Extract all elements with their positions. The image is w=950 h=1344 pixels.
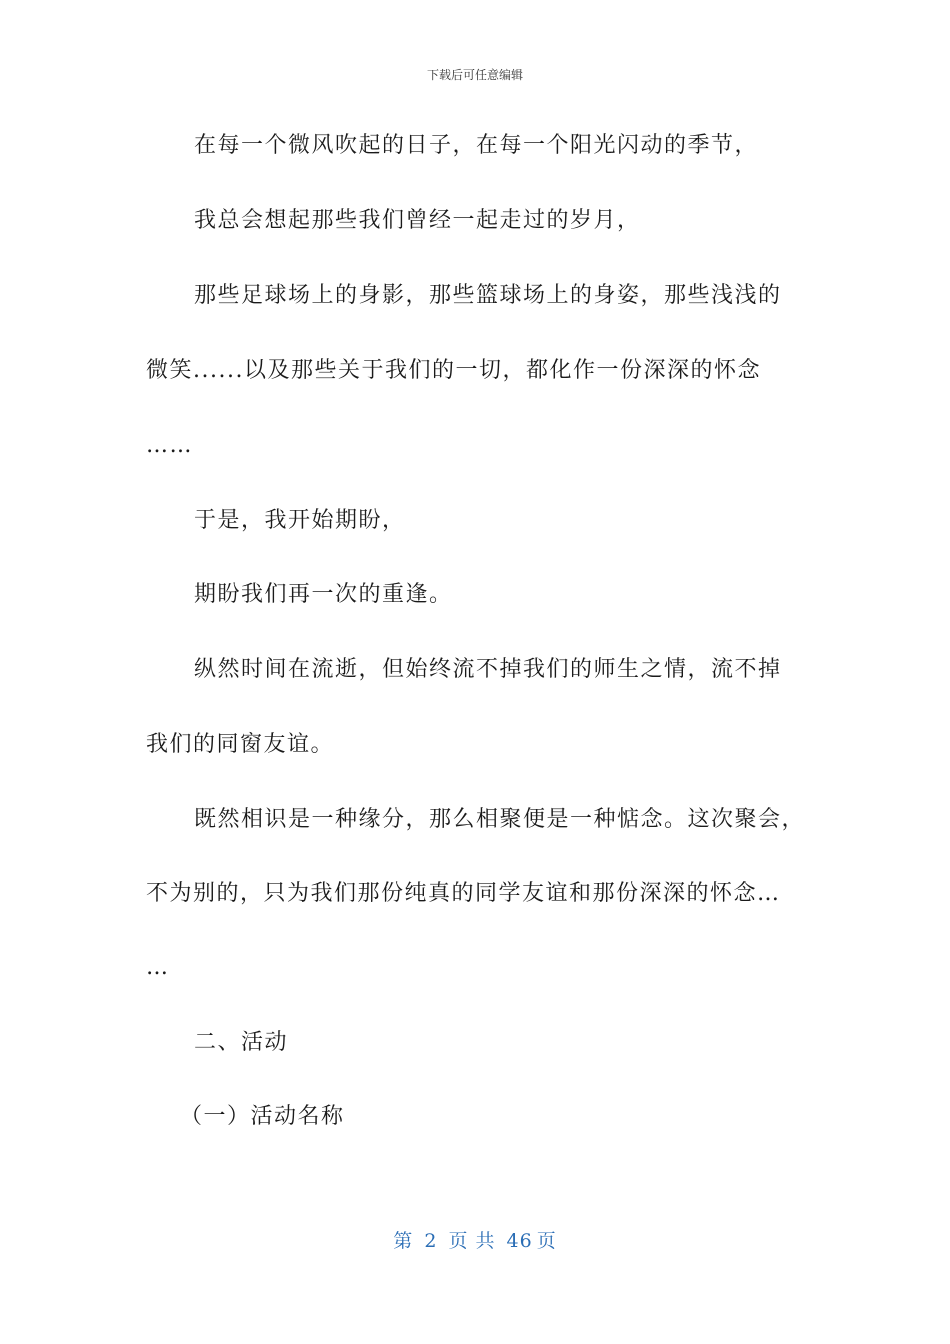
paragraph-line: 于是，我开始期盼，: [194, 508, 406, 533]
paragraph-line: ……: [146, 433, 193, 458]
subsection-heading: （一）活动名称: [180, 1104, 345, 1129]
footer-total-pages: 46: [506, 1230, 533, 1252]
page-footer: [0, 1226, 950, 1253]
paragraph-line: 既然相识是一种缘分，那么相聚便是一种惦念。这次聚会，: [194, 807, 806, 832]
paragraph-line: 不为别的，只为我们那份纯真的同学友谊和那份深深的怀念…: [146, 881, 781, 906]
paragraph-line: 纵然时间在流逝，但始终流不掉我们的师生之情，流不掉: [194, 657, 782, 682]
footer-prefix: 第: [393, 1230, 414, 1252]
paragraph-line: 期盼我们再一次的重逢。: [194, 582, 453, 607]
footer-middle: 页 共: [448, 1230, 496, 1252]
section-heading: 二、活动: [194, 1030, 289, 1055]
paragraph-line: 微笑......以及那些关于我们的一切，都化作一份深深的怀念: [146, 358, 761, 383]
paragraph-line: 我总会想起那些我们曾经一起走过的岁月，: [194, 208, 641, 233]
footer-suffix: 页: [536, 1230, 557, 1252]
page-header-note: 下载后可任意编辑: [426, 68, 523, 82]
paragraph-line: 在每一个微风吹起的日子，在每一个阳光闪动的季节，: [194, 133, 759, 158]
paragraph-line: 我们的同窗友谊。: [146, 732, 335, 757]
paragraph-line: 那些足球场上的身影，那些篮球场上的身姿，那些浅浅的: [194, 283, 782, 308]
paragraph-line: …: [146, 955, 170, 980]
footer-page-number: 2: [424, 1230, 438, 1252]
